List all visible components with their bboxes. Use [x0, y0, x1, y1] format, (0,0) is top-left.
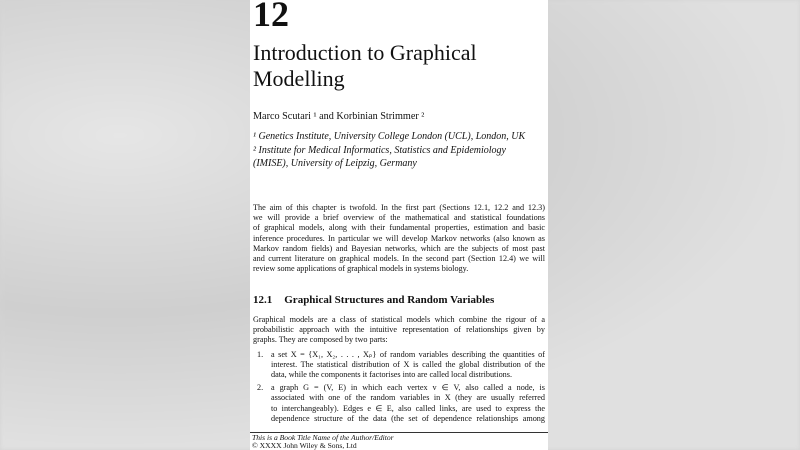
text-line: a graph G = (V, E) in which each vertex v ∈ V, also called a node, is [271, 383, 545, 393]
chapter-number: 12 [253, 0, 289, 34]
text-line: graphs. They are composed by two parts: [253, 335, 388, 345]
list-number: 1. [257, 349, 264, 359]
affiliation: ¹ Genetics Institute, University College London (UCL), London, UK [253, 131, 526, 142]
text-line: Markov random fields) and Bayesian networks, which are the subjects of most past [253, 243, 545, 253]
section-heading [253, 293, 545, 307]
text-line: probabilistic approach with the intuitive representation of relationships given by [253, 325, 545, 335]
title-line: Modelling [253, 66, 345, 91]
chapter-title [253, 40, 545, 92]
text-line: a set X = {X₁, X₂, . . . , Xₚ} of random variables describing the quantities of [271, 349, 545, 359]
text-line: interest. The statistical distribution of X is called the global distribution of the [271, 359, 545, 369]
list-number: 2. [257, 383, 264, 393]
abstract [253, 203, 545, 274]
affiliation: ² Institute for Medical Informatics, Statistics and Epidemiology [253, 144, 506, 156]
text-line: associated with one of the random variables in X (they are usually referred [271, 393, 545, 403]
text-line: review some applications of graphical models in systems biology. [253, 264, 469, 274]
title-line: Introduction to Graphical [253, 40, 477, 65]
text-line: Graphical models are a class of statistical models which combine the rigour of a [253, 315, 545, 324]
list-item [253, 350, 545, 381]
section-number: 12.1 [253, 294, 273, 306]
document-page [250, 0, 548, 450]
text-line: to interchangeably). Edges e ∈ E, also called links, are used to express the [271, 403, 545, 413]
footer-book-title: This is a Book Title Name of the Author/Editor [252, 432, 394, 442]
authors: Marco Scutari ¹ and Korbinian Strimmer ² [253, 111, 425, 122]
text-line: data, while the components it factorises into are called local distributions. [271, 369, 513, 379]
text-line: The aim of this chapter is twofold. In the first part (Sections 12.1, 12.2 and 12.3) [253, 203, 545, 212]
affiliation: (IMISE), University of Leipzig, Germany [253, 158, 417, 169]
list-item [253, 383, 545, 424]
text-line: and current literature on graphical models. In the second part (Section 12.4) we will [253, 253, 545, 263]
text-line: dependence structure of the data (the set of dependence relationships among [271, 413, 545, 423]
text-line: we will provide a brief overview of the mathematical and statistical foundations [253, 213, 545, 223]
footer-copyright: © XXXX John Wiley & Sons, Ltd [252, 440, 357, 450]
section-paragraph [253, 315, 545, 424]
affiliations [253, 130, 545, 171]
section-title: Graphical Structures and Random Variables [284, 294, 495, 306]
text-line: of graphical models, along with their fundamental properties, estimation and basic [253, 223, 545, 233]
text-line: inference procedures. In particular we will develop Markov networks (also known as [253, 233, 545, 243]
